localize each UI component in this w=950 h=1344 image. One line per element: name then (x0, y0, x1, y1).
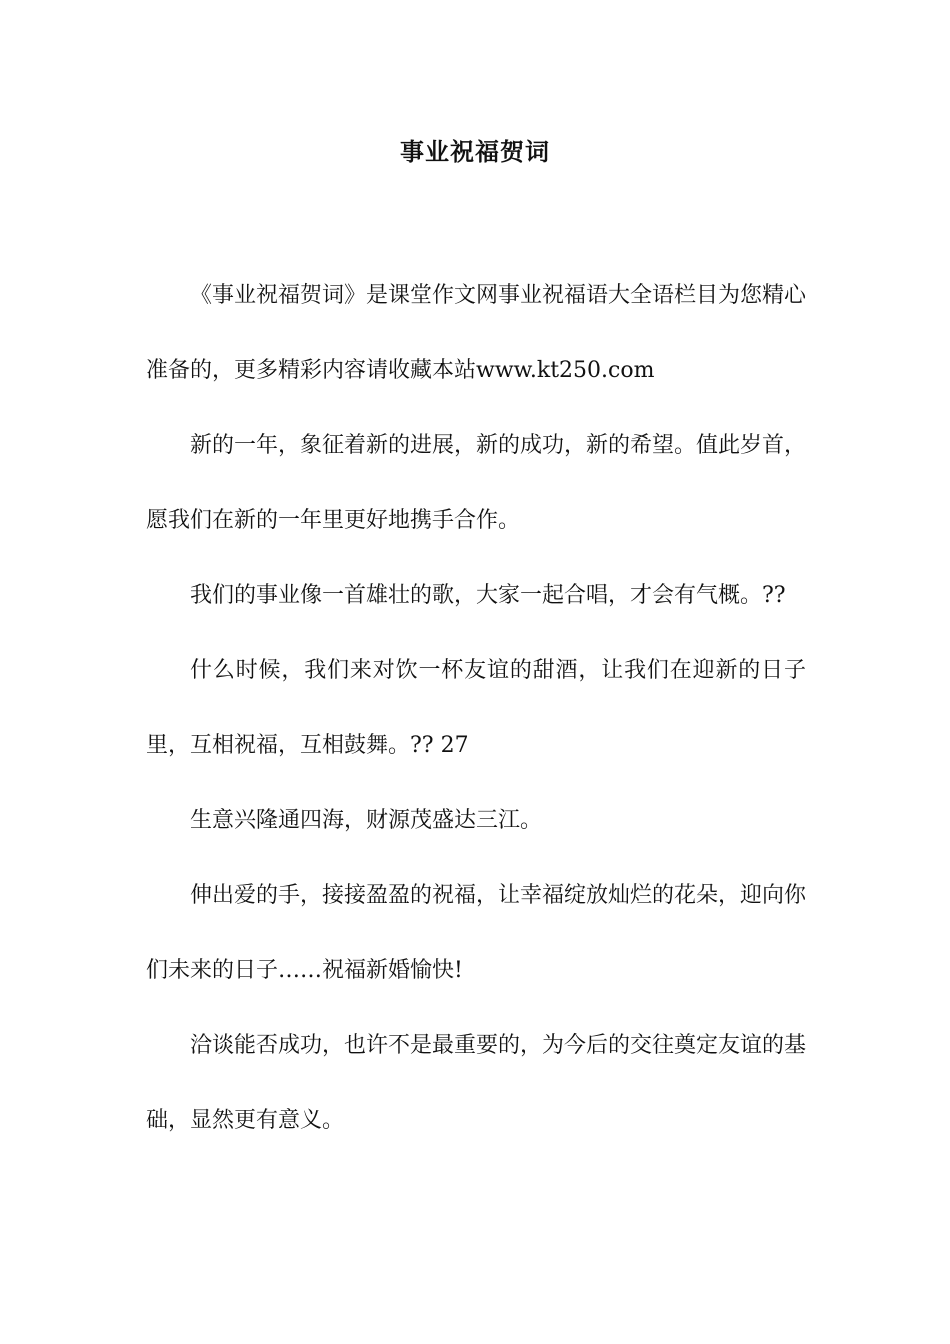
paragraph-intro: 《事业祝福贺词》是课堂作文网事业祝福语大全语栏目为您精心准备的，更多精彩内容请收藏本站www.kt250.com (146, 283, 807, 383)
paragraph-friendship-toast: 什么时候，我们来对饮一杯友谊的甜酒，让我们在迎新的日子里，互相祝福，互相鼓舞。?? 27 (146, 658, 806, 758)
paragraph-negotiation: 洽谈能否成功，也许不是最重要的，为今后的交往奠定友谊的基础，显然更有意义。 (146, 1033, 807, 1133)
document-body (146, 258, 806, 1158)
paragraph-new-year: 新的一年，象征着新的进展，新的成功，新的希望。值此岁首，愿我们在新的一年里更好地携手合作。 (146, 433, 807, 533)
paragraph-career-song: 我们的事业像一首雄壮的歌，大家一起合唱，才会有气概。?? (190, 583, 786, 608)
paragraph-wedding-wish: 伸出爱的手，接接盈盈的祝福，让幸福绽放灿烂的花朵，迎向你们未来的日子……祝福新婚愉快! (146, 883, 807, 983)
paragraph-business-prosper: 生意兴隆通四海，财源茂盛达三江。 (190, 808, 543, 833)
page-title: 事业祝福贺词 (400, 137, 550, 166)
